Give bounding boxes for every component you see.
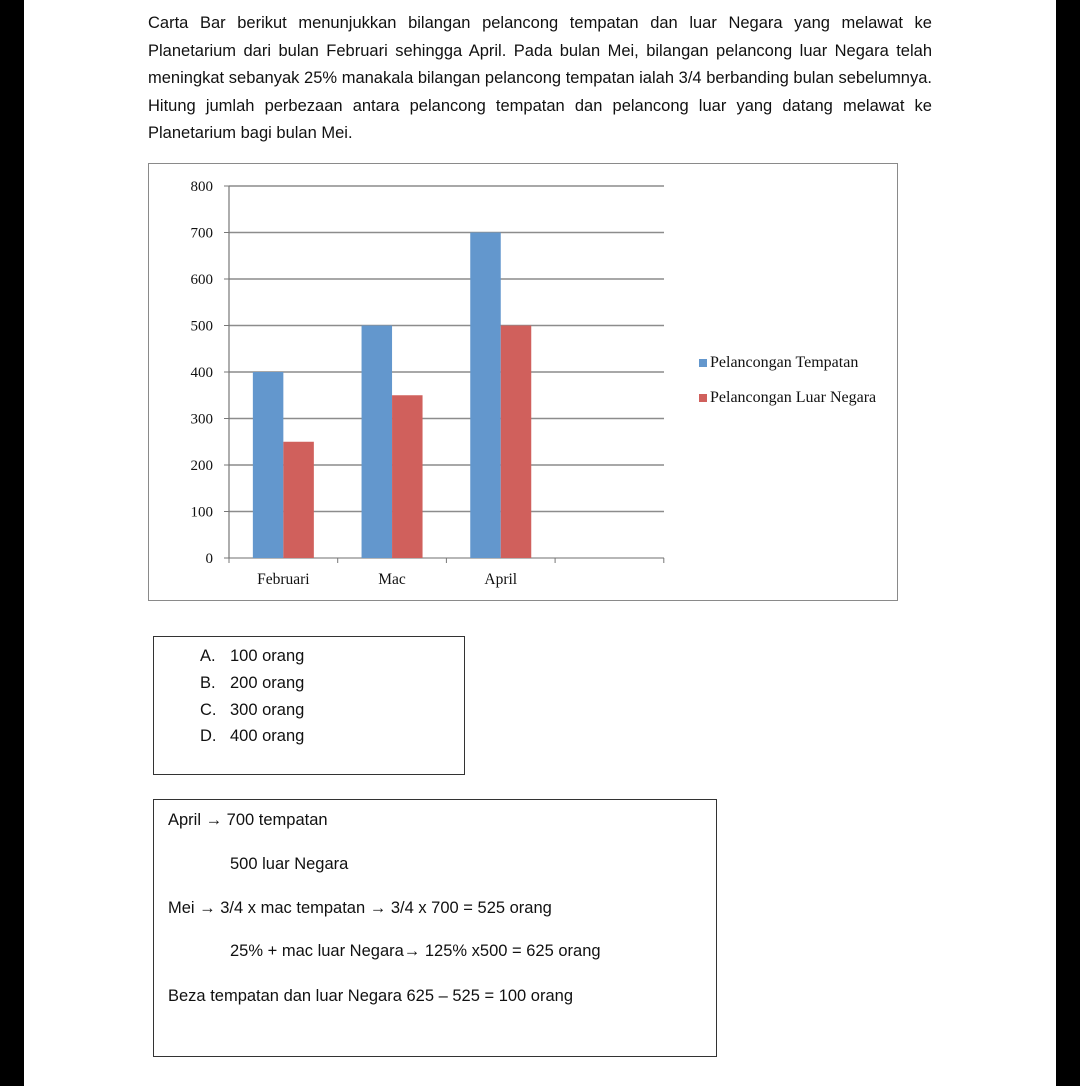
x-tick-label: Februari xyxy=(257,571,310,588)
bar-pelancongan-tempatan-februari xyxy=(253,372,284,558)
option-letter: B. xyxy=(200,674,216,692)
solution-box xyxy=(153,799,717,1057)
solution-line: 500 luar Negara xyxy=(230,855,349,873)
solution-line: April → 700 tempatan xyxy=(168,811,328,829)
legend-label: Pelancongan Luar Negara xyxy=(710,389,877,406)
bar-chart xyxy=(148,163,898,601)
option-letter: A. xyxy=(200,647,216,665)
bar-pelancongan-luar-negara-februari xyxy=(283,442,314,558)
x-tick-label: Mac xyxy=(378,571,406,588)
y-tick-label: 800 xyxy=(190,179,213,195)
y-tick-label: 500 xyxy=(190,318,213,335)
legend-label: Pelancongan Tempatan xyxy=(710,354,859,371)
solution-line: 25% + mac luar Negara→ 125% x500 = 625 orang xyxy=(230,942,601,960)
y-tick-label: 600 xyxy=(190,272,213,288)
bar-pelancongan-luar-negara-mac xyxy=(392,395,423,558)
option-letter: C. xyxy=(200,701,217,719)
option-text: 300 orang xyxy=(230,701,305,719)
option-text: 100 orang xyxy=(230,647,305,665)
x-tick-label: April xyxy=(484,571,518,588)
y-tick-label: 100 xyxy=(190,504,213,521)
option-letter: D. xyxy=(200,727,217,745)
y-tick-label: 200 xyxy=(190,458,213,474)
option-text: 400 orang xyxy=(230,727,305,745)
legend-swatch xyxy=(699,359,707,367)
answer-options-box xyxy=(153,636,465,775)
bar-pelancongan-luar-negara-april xyxy=(501,326,532,559)
option-a[interactable] xyxy=(200,647,304,666)
bar-pelancongan-tempatan-mac xyxy=(362,326,393,559)
y-tick-label: 400 xyxy=(190,365,213,381)
solution-line: Mei → 3/4 x mac tempatan → 3/4 x 700 = 525 orang xyxy=(168,899,552,917)
option-c[interactable] xyxy=(200,701,304,720)
question-text: Carta Bar berikut menunjukkan bilangan pelancong tempatan dan luar Negara yang melawat ke Planetarium dari bulan Februari sehingga April. Pada bulan Mei, bilangan pelancong luar Negara telah meningkat sebanyak 25% manakala bilangan pelancong tempatan ialah 3/4 berbanding bulan sebelumnya. Hitung jumlah perbezaan antara pelancong tempatan dan pelancong luar yang datang melawat ke Planetarium bagi bulan Mei. xyxy=(148,14,932,142)
option-b[interactable] xyxy=(200,674,304,693)
bar-pelancongan-tempatan-april xyxy=(470,233,501,559)
bar-chart-svg xyxy=(149,164,899,602)
y-tick-label: 700 xyxy=(190,225,213,242)
option-d[interactable] xyxy=(200,727,304,746)
y-tick-label: 300 xyxy=(190,411,213,428)
solution-line: Beza tempatan dan luar Negara 625 – 525 = 100 orang xyxy=(168,987,574,1005)
legend-swatch xyxy=(699,394,707,402)
document-page xyxy=(24,0,1056,1086)
option-text: 200 orang xyxy=(230,674,305,692)
y-tick-label: 0 xyxy=(205,551,213,567)
